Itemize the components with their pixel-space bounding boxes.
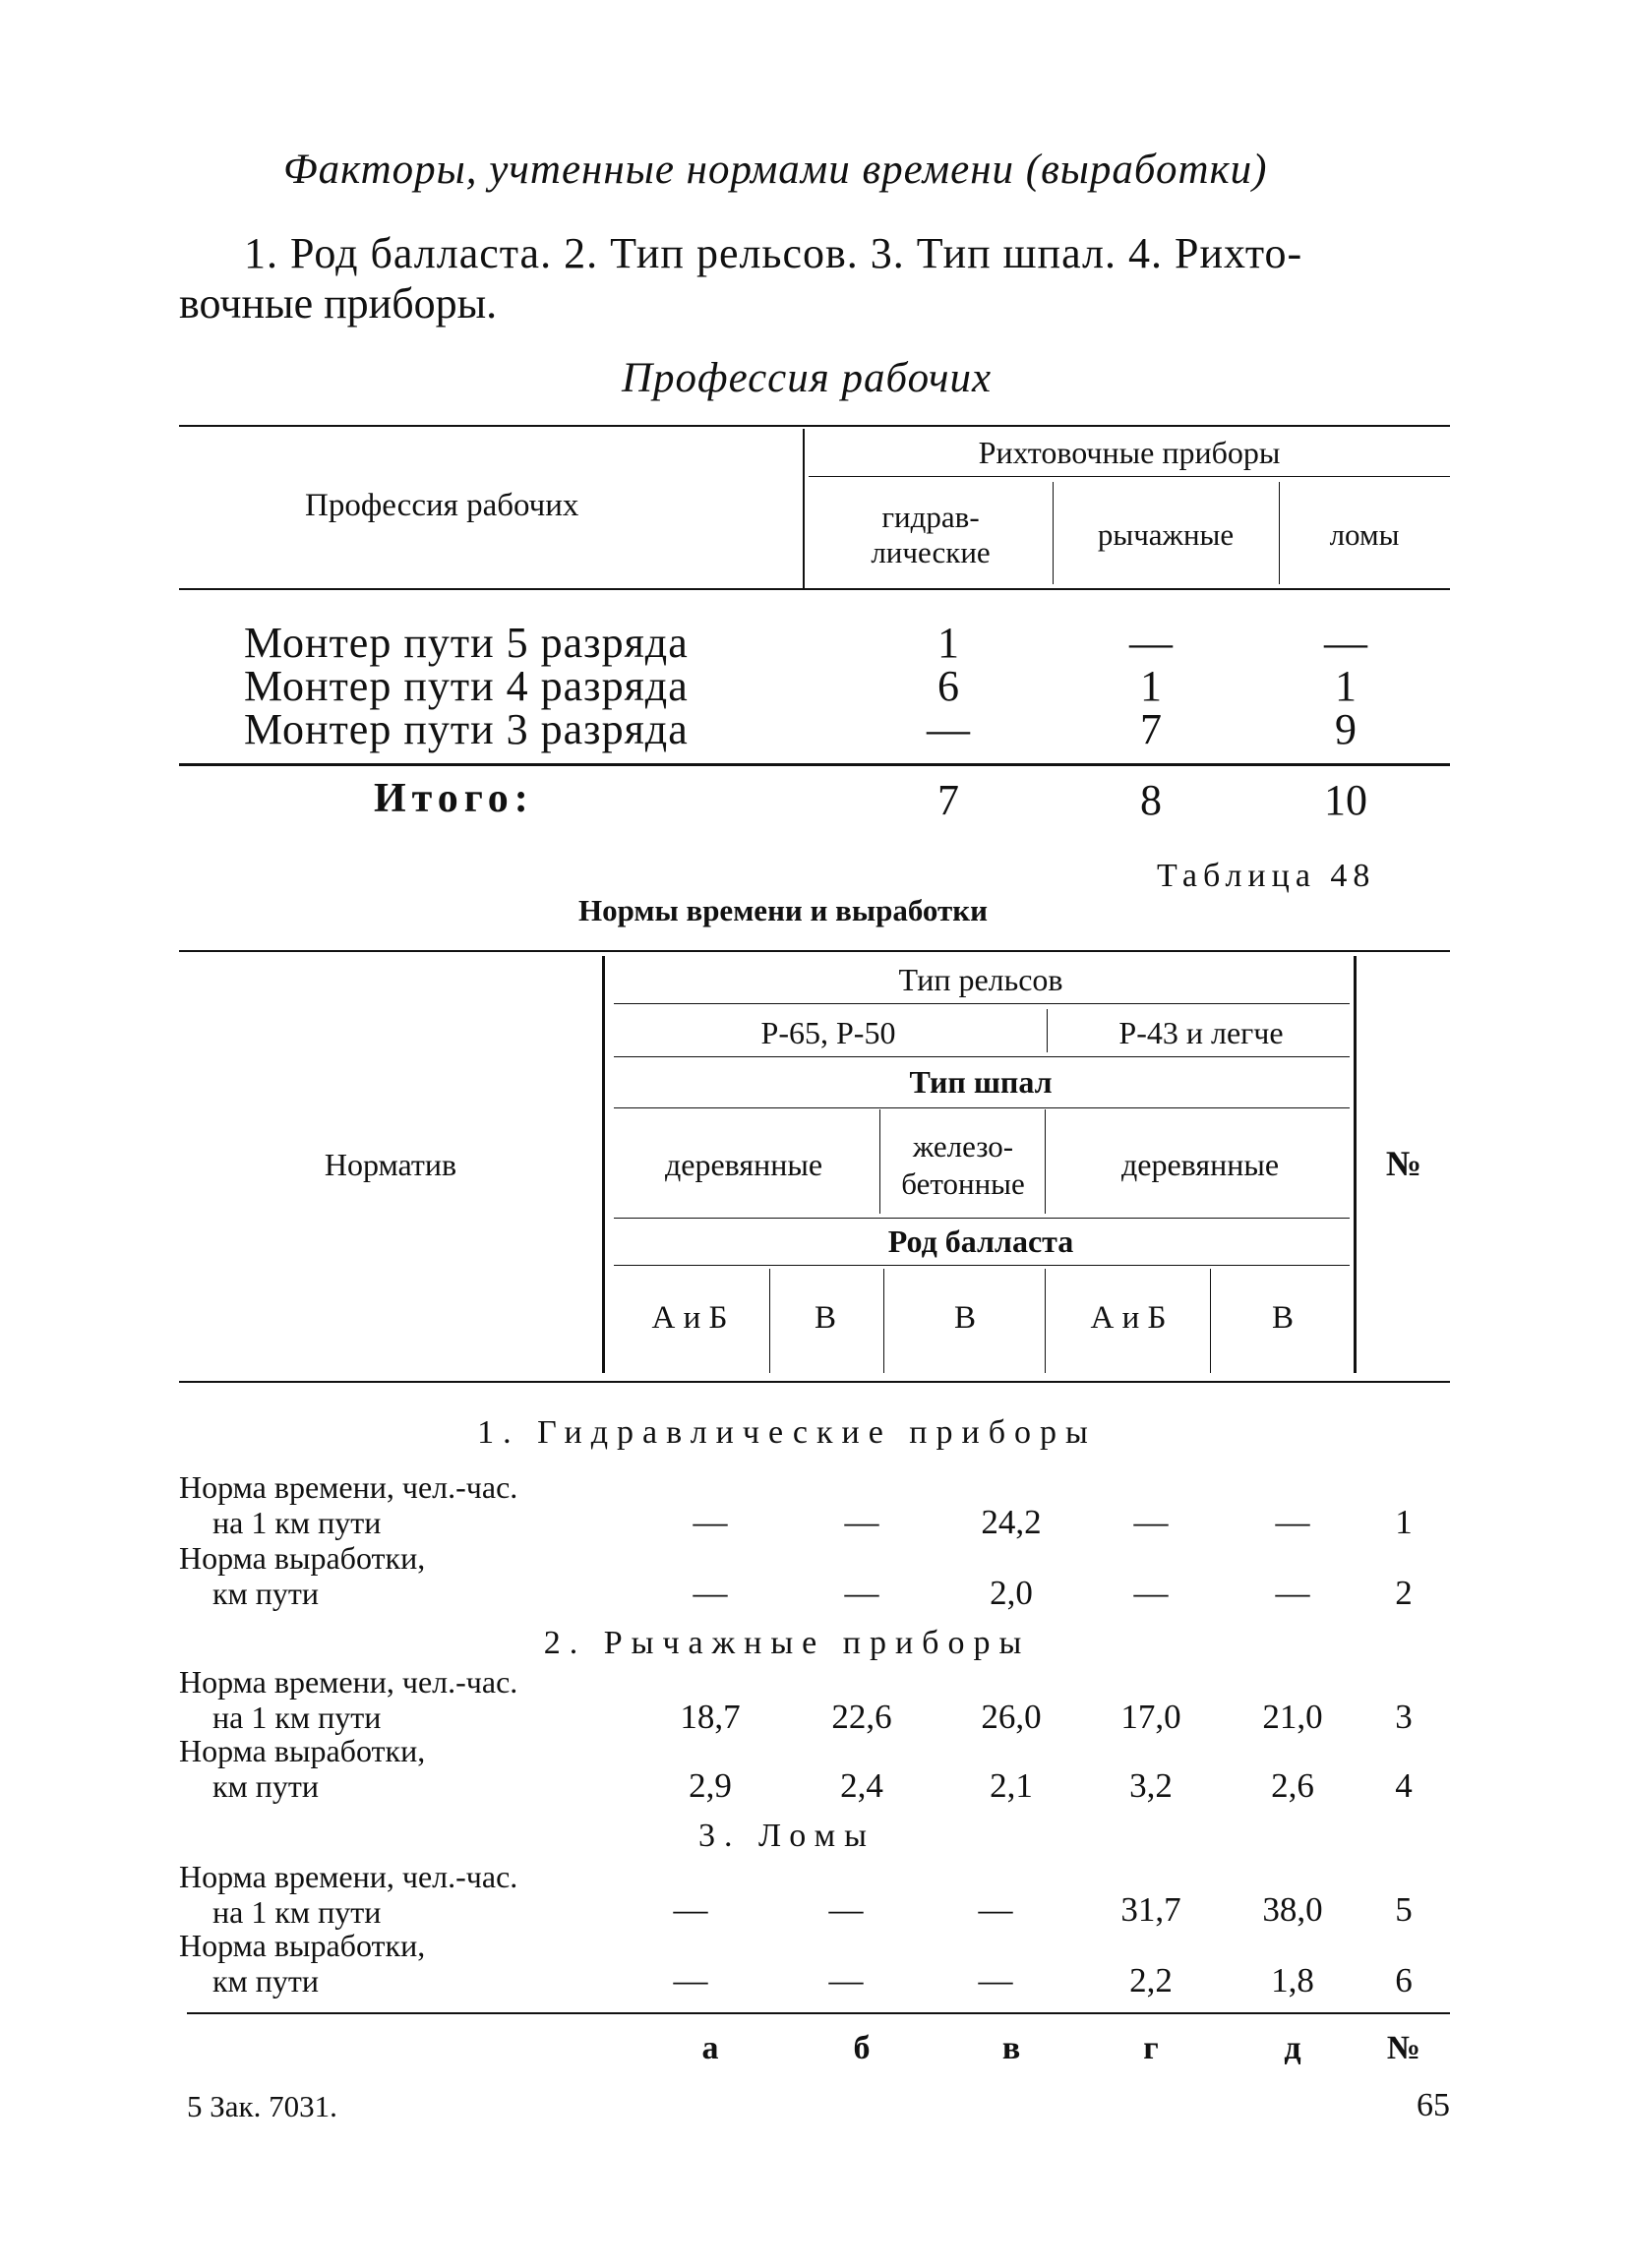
norms-header-sleeper-concrete-2: бетонные [901,1166,1025,1201]
cell-value: — [828,1961,864,1999]
cell-value: — [844,1503,879,1541]
cell-value: 22,6 [831,1698,892,1736]
ballast-col: В [1271,1300,1294,1336]
row-number: 6 [1395,1961,1413,1999]
workers-total-label: Итого: [374,776,534,821]
factors-line-1: 1. Род балласта. 2. Тип рельсов. 3. Тип шпал. 4. Рихто- [244,229,1303,277]
cell-value: — [673,1961,708,1999]
worker-row-value: 1 [1140,662,1162,710]
ballast-rule [614,1265,1350,1266]
norms-bottom-rule [187,2012,1450,2014]
cell-value: 1,8 [1271,1961,1314,1999]
norms-header-bottom-rule [179,1381,1450,1383]
footer-col: г [1143,2030,1159,2066]
footer-col: в [1001,2030,1021,2066]
worker-row-value: 6 [937,662,959,710]
worker-row-value: 9 [1335,705,1357,753]
workers-total-value: 8 [1140,776,1162,824]
sleeper-divider-1 [879,1109,880,1214]
norms-left-divider [602,956,605,1373]
row-number: 5 [1395,1890,1413,1929]
workers-col-divider [803,429,805,588]
norms-header-sleeper-type: Тип шпал [909,1064,1053,1100]
norms-header-normativ: Норматив [324,1147,457,1182]
row-label: Норма времени, чел.-час. [179,1859,518,1894]
norms-header-ballast: Род балласта [887,1224,1074,1259]
norms-header-no: № [1385,1144,1422,1183]
row-label: Норма выработки, [179,1733,426,1768]
workers-title: Профессия рабочих [622,355,993,401]
norms-header-sleeper-concrete-1: железо- [912,1129,1014,1164]
rail-divider [1047,1009,1048,1052]
row-label: Норма времени, чел.-час. [179,1469,518,1505]
worker-row-value: — [1129,619,1173,667]
cell-value: 17,0 [1120,1698,1181,1736]
cell-value: 38,0 [1262,1890,1323,1929]
norms-header-sleeper-wood-1: деревянные [664,1147,823,1182]
cell-value: — [693,1574,728,1612]
ballast-divider [1045,1269,1046,1373]
cell-value: — [1275,1574,1310,1612]
worker-row-value: — [927,705,970,753]
worker-row-value: 1 [937,619,959,667]
worker-row-value: 1 [1335,662,1357,710]
cell-value: 2,2 [1129,1961,1173,1999]
row-label: Норма времени, чел.-час. [179,1664,518,1700]
cell-value: 31,7 [1120,1890,1181,1929]
section-title: 1. Гидравлические приборы [477,1414,1097,1451]
cell-value: 2,6 [1271,1766,1314,1805]
row-number: 2 [1395,1574,1413,1612]
row-label: км пути [212,1768,320,1804]
row-label: км пути [212,1963,320,1999]
workers-top-rule [179,425,1450,427]
factors-line-2: вочные приборы. [179,279,498,328]
cell-value: 3,2 [1129,1766,1173,1805]
table-number: Таблица 48 [1157,858,1376,894]
norms-header-sleeper-wood-2: деревянные [1120,1147,1280,1182]
workers-group-rule [809,476,1450,477]
page-footer-order: 5 Зак. 7031. [187,2089,337,2123]
cell-value: — [693,1503,728,1541]
row-label: Норма выработки, [179,1540,426,1576]
row-label: км пути [212,1576,320,1611]
row-label: на 1 км пути [212,1894,382,1930]
worker-row-label: Монтер пути 3 разряда [244,705,689,753]
workers-total-rule [179,763,1450,766]
norms-header-rail-type: Тип рельсов [898,962,1063,997]
row-label: Норма выработки, [179,1928,426,1963]
rail-type-rule [614,1003,1350,1004]
cell-value: 18,7 [680,1698,741,1736]
cell-value: — [1133,1503,1169,1541]
section-title: 3. Ломы [698,1818,875,1854]
cell-value: — [673,1890,708,1929]
sleeper-type-rule [614,1107,1350,1108]
cell-value: 2,9 [689,1766,732,1805]
ballast-col: В [953,1300,976,1336]
row-number: 3 [1395,1698,1413,1736]
section-title: 2. Рычажные приборы [543,1625,1031,1661]
ballast-divider [1210,1269,1211,1373]
row-label: на 1 км пути [212,1700,382,1735]
norms-header-rail-heavy: Р-65, Р-50 [760,1015,896,1050]
workers-total-value: 10 [1324,776,1367,824]
cell-value: 2,0 [990,1574,1033,1612]
cell-value: 2,4 [840,1766,883,1805]
workers-header-bottom-rule [179,588,1450,590]
workers-col-header: Профессия рабочих [305,488,579,523]
footer-col: д [1284,2030,1301,2066]
cell-value: — [1275,1503,1310,1541]
cell-value: — [1133,1574,1169,1612]
cell-value: — [828,1890,864,1929]
ballast-divider [883,1269,884,1373]
workers-sub-header-hydraulic-2: лические [871,535,991,569]
workers-group-header: Рихтовочные приборы [978,435,1281,470]
factors-heading: Факторы, учтенные нормами времени (выработки) [283,147,1268,193]
workers-total-value: 7 [937,776,959,824]
workers-sub-header-hydraulic-1: гидрав- [881,500,980,534]
page-number: 65 [1417,2087,1450,2123]
norms-header-rail-light: Р-43 и легче [1118,1015,1284,1050]
worker-row-label: Монтер пути 4 разряда [244,662,689,710]
ballast-divider [769,1269,770,1373]
rail-sub-rule [614,1056,1350,1057]
cell-value: 2,1 [990,1766,1033,1805]
cell-value: 21,0 [1262,1698,1323,1736]
ballast-col: В [814,1300,836,1336]
cell-value: — [978,1890,1013,1929]
workers-sub-header-crowbar: ломы [1329,517,1400,552]
worker-row-label: Монтер пути 5 разряда [244,619,689,667]
ballast-col: А и Б [1090,1300,1167,1336]
norms-title: Нормы времени и выработки [578,893,988,927]
cell-value: — [844,1574,879,1612]
worker-row-value: 7 [1140,705,1162,753]
norms-top-rule [179,950,1450,952]
sleeper-divider-2 [1045,1109,1046,1214]
sleeper-sub-rule [614,1218,1350,1219]
footer-col: а [701,2030,719,2066]
cell-value: 26,0 [981,1698,1042,1736]
cell-value: 24,2 [981,1503,1042,1541]
row-number: 1 [1395,1503,1413,1541]
norms-right-divider [1354,956,1357,1373]
cell-value: — [978,1961,1013,1999]
row-number: 4 [1395,1766,1413,1805]
row-label: на 1 км пути [212,1505,382,1540]
ballast-col: А и Б [651,1300,728,1336]
footer-col-no: № [1386,2030,1421,2066]
footer-col: б [853,2030,871,2066]
worker-row-value: — [1324,619,1367,667]
workers-sub-header-lever: рычажные [1097,517,1235,552]
